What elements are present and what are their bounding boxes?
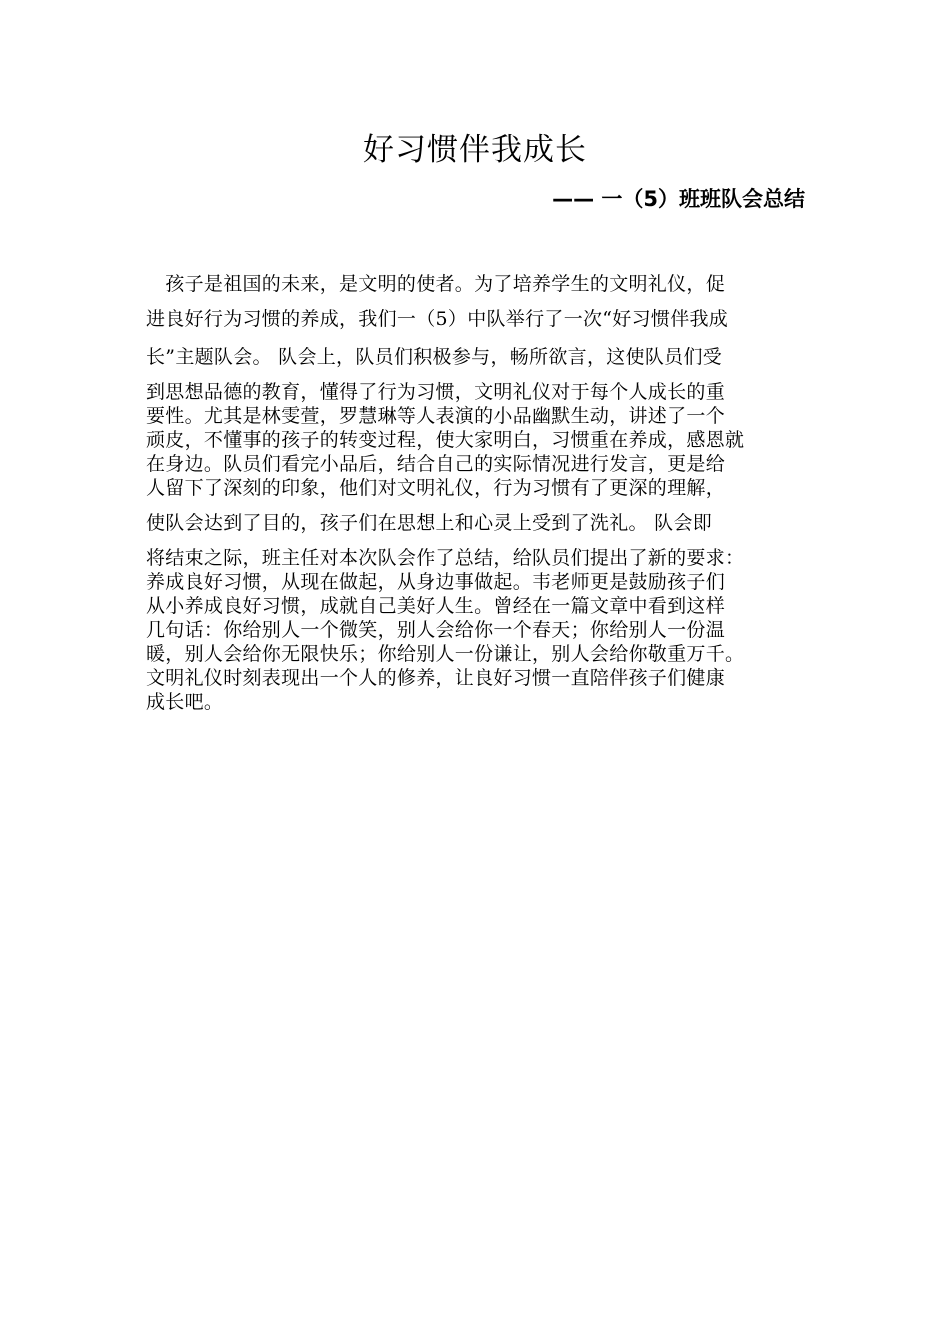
text-line: 到思想品德的教育，懂得了行为习惯，文明礼仪对于每个人成长的重 bbox=[146, 381, 726, 403]
text-line: 养成良好习惯，从现在做起，从身边事做起。韦老师更是鼓励孩子们 bbox=[146, 571, 726, 593]
text-line: 要性。尤其是林雯萱，罗慧琳等人表演的小品幽默生动，讲述了一个 bbox=[146, 405, 726, 427]
text-line: 长”主题队会。 队会上，队员们积极参与，畅所欲言，这使队员们受 bbox=[146, 346, 723, 368]
text-line: 几句话：你给别人一个微笑，别人会给你一个春天；你给别人一份温 bbox=[146, 619, 726, 641]
text-line: 将结束之际，班主任对本次队会作了总结，给队员们提出了新的要求： bbox=[146, 547, 745, 569]
document-title: 好习惯伴我成长 bbox=[363, 132, 587, 168]
text-line: 在身边。队员们看完小品后，结合自己的实际情况进行发言，更是给 bbox=[146, 453, 726, 475]
text-line: 暖，别人会给你无限快乐；你给别人一份谦让，别人会给你敬重万千。 bbox=[146, 643, 745, 665]
body-paragraph bbox=[146, 272, 806, 714]
text-line: 文明礼仪时刻表现出一个人的修养，让良好习惯一直陪伴孩子们健康 bbox=[146, 667, 726, 689]
text-line: 孩子是祖国的未来，是文明的使者。为了培养学生的文明礼仪，促 bbox=[146, 273, 726, 295]
document-subtitle: —— 一（5）班班队会总结 bbox=[552, 187, 805, 211]
text-line: 使队会达到了目的，孩子们在思想上和心灵上受到了洗礼。 队会即 bbox=[146, 512, 713, 534]
text-line: 从小养成良好习惯，成就自己美好人生。曾经在一篇文章中看到这样 bbox=[146, 595, 726, 617]
text-line: 顽皮，不懂事的孩子的转变过程，使大家明白，习惯重在养成，感恩就 bbox=[146, 429, 745, 451]
text-line: 人留下了深刻的印象，他们对文明礼仪，行为习惯有了更深的理解， bbox=[146, 477, 726, 499]
text-line: 成长吧。 bbox=[146, 691, 224, 713]
text-line: 进良好行为习惯的养成，我们一（5）中队举行了一次“好习惯伴我成 bbox=[146, 308, 729, 330]
